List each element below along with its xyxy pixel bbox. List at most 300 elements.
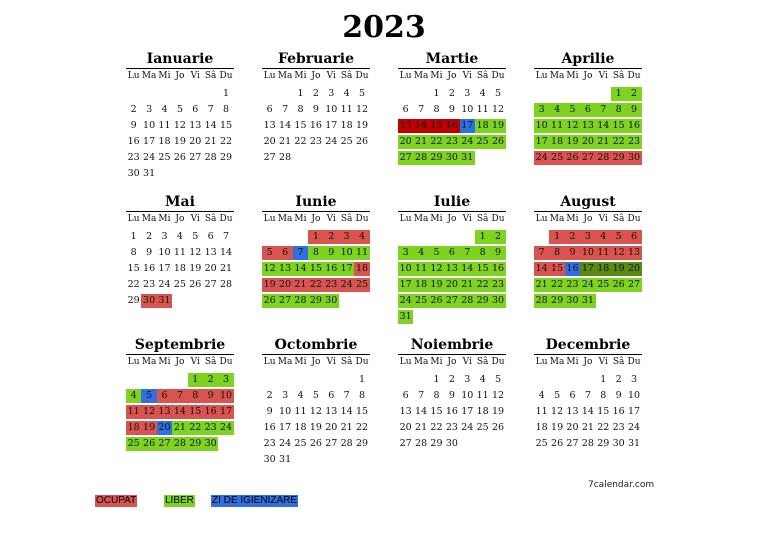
day-cell: 24: [219, 422, 233, 433]
day-cell: 12: [173, 120, 186, 131]
day-cell: 8: [611, 103, 626, 117]
month-name: Februarie: [277, 51, 355, 67]
month-divider: [398, 354, 506, 355]
day-cell: 16: [204, 406, 217, 417]
day-cell: 1: [549, 230, 564, 244]
month-divider: [398, 68, 506, 69]
empty-cell: [157, 87, 172, 101]
weekday-header: Sâ: [476, 357, 489, 367]
day-cell: 6: [157, 389, 172, 403]
day-cell: 18: [355, 263, 369, 274]
day-cell: 12: [430, 263, 443, 274]
day-cell: 23: [127, 152, 140, 163]
day-cell: 8: [297, 104, 304, 115]
day-cell: 2: [565, 230, 580, 244]
empty-cell: [262, 230, 277, 244]
day-cell: 20: [627, 263, 641, 274]
empty-cell: [203, 87, 218, 101]
day-cell: 2: [615, 374, 622, 385]
day-cell: 18: [173, 263, 186, 274]
day-cell: 2: [448, 88, 455, 99]
day-cell: 21: [279, 136, 292, 147]
day-cell: 25: [415, 295, 428, 306]
day-cell: 6: [192, 104, 199, 115]
legend-ocupat: OCUPAT: [96, 495, 137, 506]
day-cell: 6: [626, 230, 641, 244]
day-cell: 19: [143, 422, 156, 433]
weekday-header: Sâ: [476, 71, 489, 81]
day-cell: 22: [476, 279, 489, 290]
day-grid: [262, 70, 370, 166]
day-cell: 9: [266, 406, 273, 417]
weekday-header: Jo: [583, 71, 593, 81]
day-cell: 8: [130, 247, 137, 258]
day-cell: 24: [581, 279, 594, 290]
empty-cell: [565, 373, 580, 387]
weekday-header: Lu: [127, 214, 140, 224]
day-cell: 10: [581, 247, 594, 258]
weekday-header: Sâ: [204, 357, 217, 367]
day-cell: 2: [203, 373, 218, 387]
weekday-header: Sâ: [204, 214, 217, 224]
day-cell: 3: [631, 374, 638, 385]
day-cell: 6: [328, 390, 335, 401]
empty-cell: [172, 87, 187, 101]
day-cell: 3: [580, 230, 595, 244]
day-grid: [398, 356, 506, 452]
day-cell: 14: [294, 263, 307, 274]
day-cell: 12: [566, 120, 579, 131]
day-grid: [534, 70, 642, 166]
weekday-header: Du: [219, 71, 233, 81]
day-cell: 4: [126, 389, 141, 403]
day-cell: 5: [611, 230, 626, 244]
day-cell: 31: [143, 168, 156, 179]
day-cell: 11: [158, 120, 171, 131]
weekday-header: Jo: [311, 214, 321, 224]
month-divider: [534, 354, 642, 355]
weekday-header: Du: [219, 357, 233, 367]
weekday-header: Ma: [277, 357, 293, 367]
day-cell: 22: [219, 136, 233, 147]
day-cell: 3: [146, 104, 153, 115]
weekday-header: Ma: [277, 71, 293, 81]
empty-cell: [308, 373, 323, 387]
day-cell: 19: [551, 422, 564, 433]
day-cell: 22: [612, 136, 625, 147]
day-cell: 21: [535, 279, 548, 290]
day-cell: 15: [551, 263, 564, 274]
month-name: Martie: [425, 51, 479, 67]
day-cell: 24: [399, 295, 412, 306]
day-cell: 25: [597, 279, 610, 290]
weekday-header: Vi: [598, 71, 608, 81]
day-cell: 28: [535, 295, 548, 306]
day-cell: 20: [399, 422, 412, 433]
day-cell: 12: [551, 406, 564, 417]
day-cell: 10: [627, 390, 641, 401]
day-cell: 13: [189, 120, 202, 131]
day-cell: 4: [161, 104, 168, 115]
day-grid: [534, 213, 642, 309]
day-cell: 26: [173, 152, 186, 163]
day-cell: 19: [173, 136, 186, 147]
day-cell: 6: [402, 390, 409, 401]
day-cell: 2: [324, 230, 339, 244]
day-cell: 27: [566, 438, 579, 449]
day-cell: 14: [219, 247, 233, 258]
day-cell: 20: [158, 422, 171, 433]
day-cell: 23: [325, 279, 338, 290]
weekday-header: Mi: [566, 71, 579, 81]
weekday-header: Mi: [158, 214, 171, 224]
day-cell: 22: [430, 422, 443, 433]
day-cell: 29: [355, 438, 369, 449]
weekday-header: Jo: [311, 71, 321, 81]
day-cell: 24: [627, 422, 641, 433]
day-cell: 28: [461, 295, 474, 306]
weekday-header: Ma: [413, 214, 429, 224]
day-cell: 22: [309, 279, 322, 290]
day-cell: 4: [413, 246, 428, 260]
empty-cell: [534, 373, 549, 387]
day-cell: 24: [158, 279, 171, 290]
day-cell: 11: [476, 104, 489, 115]
day-cell: 4: [479, 374, 486, 385]
weekday-header: Jo: [175, 357, 185, 367]
weekday-header: Jo: [175, 71, 185, 81]
day-cell: 23: [445, 422, 458, 433]
day-cell: 7: [534, 246, 549, 260]
day-cell: 5: [176, 104, 183, 115]
day-cell: 9: [615, 390, 622, 401]
month-name: Decembrie: [545, 337, 631, 353]
weekday-header: Mi: [158, 71, 171, 81]
day-cell: 14: [581, 406, 594, 417]
weekday-header: Vi: [598, 214, 608, 224]
weekday-header: Lu: [263, 357, 276, 367]
day-cell: 31: [581, 295, 594, 306]
day-cell: 20: [279, 279, 292, 290]
empty-cell: [444, 230, 459, 244]
month-name: August: [560, 194, 616, 210]
day-cell: 16: [491, 263, 505, 274]
day-cell: 6: [444, 246, 459, 260]
legend-liber: LIBER: [165, 495, 194, 506]
day-cell: 27: [263, 152, 276, 163]
day-cell: 30: [445, 152, 458, 163]
day-cell: 9: [312, 104, 319, 115]
day-cell: 7: [223, 231, 230, 242]
day-cell: 23: [263, 438, 276, 449]
day-cell: 31: [399, 311, 412, 322]
weekday-header: Jo: [447, 357, 457, 367]
empty-cell: [339, 373, 354, 387]
day-cell: 7: [343, 390, 350, 401]
day-cell: 3: [161, 231, 168, 242]
day-cell: 11: [415, 263, 428, 274]
month-aprilie: [534, 50, 642, 166]
day-cell: 15: [309, 263, 322, 274]
day-cell: 22: [430, 136, 443, 147]
day-cell: 8: [308, 246, 323, 260]
day-cell: 26: [263, 295, 276, 306]
day-cell: 15: [127, 263, 140, 274]
empty-cell: [413, 230, 428, 244]
day-cell: 11: [597, 247, 610, 258]
day-cell: 10: [219, 390, 233, 401]
day-cell: 29: [551, 295, 564, 306]
day-cell: 7: [293, 246, 308, 260]
day-cell: 24: [461, 136, 474, 147]
empty-cell: [277, 373, 292, 387]
day-cell: 7: [172, 389, 187, 403]
empty-cell: [460, 230, 475, 244]
weekday-header: Lu: [127, 71, 140, 81]
weekday-header: Du: [355, 357, 369, 367]
empty-cell: [565, 87, 580, 101]
day-cell: 27: [204, 279, 217, 290]
day-cell: 23: [491, 279, 505, 290]
day-cell: 8: [223, 104, 230, 115]
month-name: Ianuarie: [146, 51, 214, 67]
day-cell: 1: [433, 88, 440, 99]
day-cell: 12: [491, 104, 505, 115]
day-grid: [126, 70, 234, 182]
month-name: Iunie: [295, 194, 337, 210]
day-cell: 4: [538, 390, 545, 401]
weekday-header: Lu: [535, 357, 548, 367]
day-cell: 15: [612, 120, 625, 131]
day-cell: 19: [355, 120, 369, 131]
day-grid: [126, 356, 234, 452]
weekday-header: Lu: [399, 357, 412, 367]
day-cell: 6: [402, 104, 409, 115]
weekday-header: Du: [627, 214, 641, 224]
day-cell: 14: [535, 263, 548, 274]
day-cell: 17: [158, 263, 171, 274]
day-cell: 7: [207, 104, 214, 115]
weekday-header: Du: [355, 214, 369, 224]
day-cell: 2: [490, 230, 505, 244]
day-cell: 20: [445, 279, 458, 290]
day-cell: 25: [294, 438, 307, 449]
month-divider: [126, 68, 234, 69]
day-cell: 5: [495, 88, 502, 99]
day-cell: 27: [399, 152, 412, 163]
day-cell: 24: [143, 152, 156, 163]
day-cell: 25: [355, 279, 369, 290]
day-cell: 22: [551, 279, 564, 290]
day-cell: 30: [263, 454, 276, 465]
weekday-header: Ma: [141, 214, 157, 224]
day-cell: 2: [130, 104, 137, 115]
month-noiembrie: [398, 336, 506, 452]
day-cell: 6: [580, 103, 595, 117]
weekday-header: Du: [627, 71, 641, 81]
day-cell: 12: [491, 390, 505, 401]
weekday-header: Mi: [430, 214, 443, 224]
day-cell: 18: [476, 406, 489, 417]
month-iunie: [262, 193, 370, 309]
day-cell: 4: [297, 390, 304, 401]
day-cell: 21: [294, 279, 307, 290]
day-cell: 8: [188, 389, 203, 403]
day-cell: 17: [325, 120, 338, 131]
empty-cell: [398, 87, 413, 101]
day-cell: 7: [418, 390, 425, 401]
weekday-header: Du: [219, 214, 233, 224]
day-cell: 3: [328, 88, 335, 99]
day-cell: 9: [448, 104, 455, 115]
empty-cell: [549, 87, 564, 101]
day-cell: 31: [627, 438, 641, 449]
day-cell: 4: [479, 88, 486, 99]
day-cell: 10: [279, 406, 292, 417]
day-cell: 14: [415, 120, 428, 131]
empty-cell: [277, 87, 292, 101]
day-cell: 5: [262, 246, 277, 260]
day-cell: 19: [189, 263, 202, 274]
day-cell: 1: [297, 88, 304, 99]
day-cell: 30: [612, 438, 625, 449]
day-cell: 16: [445, 120, 458, 131]
day-cell: 4: [549, 103, 564, 117]
day-cell: 12: [143, 406, 156, 417]
day-cell: 11: [173, 247, 186, 258]
weekday-header: Vi: [190, 357, 200, 367]
weekday-header: Mi: [294, 214, 307, 224]
day-cell: 31: [461, 152, 474, 163]
day-cell: 20: [566, 422, 579, 433]
empty-cell: [277, 230, 292, 244]
day-cell: 30: [627, 152, 641, 163]
day-cell: 9: [448, 390, 455, 401]
month-name: Septembrie: [134, 337, 226, 353]
month-februarie: [262, 50, 370, 166]
day-cell: 15: [597, 406, 610, 417]
day-cell: 21: [204, 136, 217, 147]
day-cell: 30: [491, 295, 505, 306]
day-cell: 15: [476, 263, 489, 274]
empty-cell: [293, 230, 308, 244]
day-cell: 4: [176, 231, 183, 242]
day-cell: 23: [204, 422, 217, 433]
day-cell: 13: [325, 406, 338, 417]
day-cell: 14: [461, 263, 474, 274]
weekday-header: Mi: [566, 357, 579, 367]
weekday-header: Ma: [549, 71, 565, 81]
weekday-header: Vi: [326, 357, 336, 367]
day-cell: 8: [600, 390, 607, 401]
day-cell: 24: [325, 136, 338, 147]
day-cell: 13: [158, 406, 171, 417]
day-cell: 19: [491, 120, 505, 131]
day-cell: 30: [566, 295, 579, 306]
weekday-header: Jo: [583, 357, 593, 367]
day-cell: 11: [476, 390, 489, 401]
day-cell: 13: [581, 120, 594, 131]
day-cell: 29: [430, 438, 443, 449]
weekday-header: Jo: [175, 214, 185, 224]
day-cell: 31: [158, 295, 171, 306]
day-cell: 26: [430, 295, 443, 306]
day-cell: 17: [143, 136, 156, 147]
day-cell: 29: [127, 295, 140, 306]
day-cell: 10: [143, 120, 156, 131]
day-cell: 19: [263, 279, 276, 290]
day-cell: 18: [551, 136, 564, 147]
empty-cell: [324, 373, 339, 387]
day-cell: 29: [612, 152, 625, 163]
day-cell: 29: [189, 438, 202, 449]
day-cell: 28: [597, 152, 610, 163]
day-cell: 10: [325, 104, 338, 115]
month-divider: [126, 211, 234, 212]
month-divider: [262, 68, 370, 69]
empty-cell: [126, 87, 141, 101]
day-cell: 3: [464, 88, 471, 99]
month-name: Octombrie: [274, 337, 358, 353]
empty-cell: [429, 230, 444, 244]
day-cell: 24: [461, 422, 474, 433]
day-cell: 12: [309, 406, 322, 417]
empty-cell: [141, 373, 156, 387]
day-cell: 10: [461, 390, 474, 401]
weekday-header: Ma: [141, 357, 157, 367]
empty-cell: [262, 373, 277, 387]
weekday-header: Vi: [598, 357, 608, 367]
weekday-header: Lu: [399, 71, 412, 81]
day-cell: 5: [565, 103, 580, 117]
day-cell: 24: [279, 438, 292, 449]
weekday-header: Ma: [549, 357, 565, 367]
day-cell: 10: [461, 104, 474, 115]
day-cell: 8: [359, 390, 366, 401]
day-cell: 5: [192, 231, 199, 242]
day-cell: 16: [143, 263, 156, 274]
day-cell: 22: [127, 279, 140, 290]
day-cell: 21: [581, 422, 594, 433]
empty-cell: [141, 87, 156, 101]
empty-cell: [413, 87, 428, 101]
day-cell: 29: [219, 152, 233, 163]
day-cell: 19: [566, 136, 579, 147]
day-cell: 18: [597, 263, 610, 274]
day-cell: 2: [146, 231, 153, 242]
day-cell: 26: [355, 136, 369, 147]
weekday-header: Ma: [413, 357, 429, 367]
weekday-header: Vi: [462, 357, 472, 367]
weekday-header: Du: [627, 357, 641, 367]
day-cell: 19: [612, 263, 625, 274]
weekday-header: Sâ: [340, 214, 353, 224]
day-cell: 15: [294, 120, 307, 131]
day-cell: 14: [173, 406, 186, 417]
month-august: [534, 193, 642, 309]
weekday-header: Du: [491, 214, 505, 224]
day-cell: 17: [461, 406, 474, 417]
day-cell: 9: [146, 247, 153, 258]
day-cell: 3: [398, 246, 413, 260]
day-cell: 18: [127, 422, 140, 433]
month-name: Mai: [165, 194, 195, 210]
day-cell: 28: [294, 295, 307, 306]
weekday-header: Sâ: [612, 214, 625, 224]
weekday-header: Ma: [413, 71, 429, 81]
month-divider: [534, 211, 642, 212]
day-cell: 15: [189, 406, 202, 417]
